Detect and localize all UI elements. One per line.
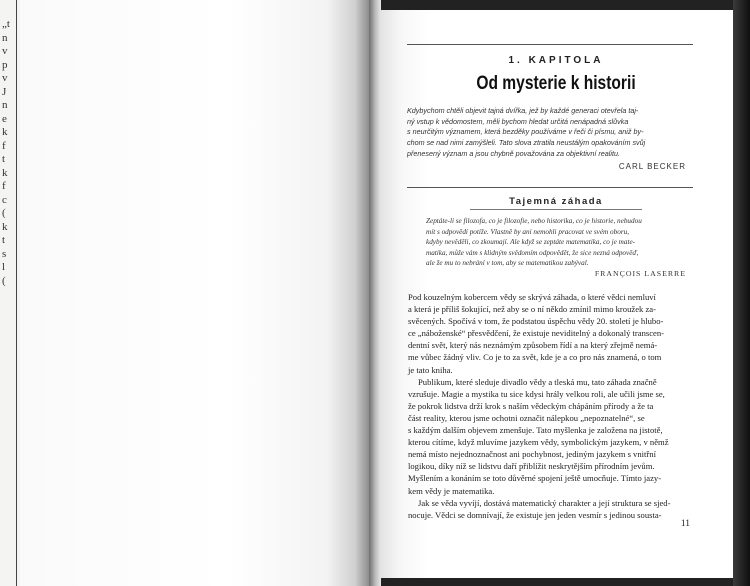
body-line: nocuje. Vědci se domnívají, že existuje jen jeden vesmír s jedinou sousta- [408,509,662,520]
edge-glyph: t [2,234,6,246]
edge-glyph: c [2,193,7,206]
previous-page-edge [0,0,20,586]
edge-glyph: p [2,58,8,71]
section-title: Tajemná záhada [509,196,603,207]
edge-glyph: k [2,126,8,138]
body-line: Pod kouzelným kobercem vědy se skrývá záhada, o které vědci nemluví [408,292,656,302]
book-gutter [369,0,381,586]
edge-glyph: k [2,220,8,233]
edge-glyph: n [2,31,8,44]
body-line: Myšlením a konáním se toto důvěrné spojení ještě umocňuje. Tímto jazy- [408,473,662,484]
edge-glyph: t [2,153,6,165]
epigraph-author-laserre: FRANÇOIS LASERRE [594,269,686,278]
body-line: me vůbec žádný vliv. Co je to za svět, kde je a co pro nás znamená, o tom [408,352,662,363]
epigraph-line: Kdybychom chtěli objevit tajná dvířka, jež by každé generaci otevřela taj- [407,106,639,115]
epigraph-line: přenesený význam a jsou chybně považována za objektivní realitu. [407,148,620,158]
body-line: část reality, kterou jsme ochotni označit nálepkou „nepoznatelné“, se [408,412,645,423]
edge-glyph: f [2,180,6,192]
left-page-blank [20,0,369,586]
edge-glyph: ( [2,207,6,219]
edge-glyph: s [2,247,7,260]
epigraph-line: ale že mu to nebrání v tom, aby se matematikou zabýval. [426,259,589,268]
body-line: ce „náboženské“ přesvědčení, že existuje neviditelný a dokonalý transcen- [408,328,665,339]
epigraph-line: ný vstup k vědomostem, měli bychom hledat určitá nenápadná slůvka [407,116,629,126]
edge-glyph: e [2,112,7,125]
epigraph-line: matika, může vám s klidným svědomím odpovědět, že sice nezná odpověď, [426,248,639,257]
epigraph-line: chom se nad nimi zamýšleli. Tato slova ztratila neustálým opakováním svůj [407,138,646,148]
body-line: dentní svět, který nás neznámým způsobem řídí a na který zřejmě nemá- [408,340,658,351]
edge-glyph: ( [2,274,6,287]
edge-glyph: v [2,72,8,84]
body-line: a která je příliš šokující, než aby se o ní někdo zmínil mimo kroužek za- [408,304,656,315]
body-line: svěcených. Spočívá v tom, že podstatou úspěchu vědy 20. století je hlubo- [408,316,664,327]
chapter-title: Od mysterie k historii [476,73,636,94]
edge-glyph: k [2,166,8,179]
body-line: Publikum, které sleduje divadlo vědy a tleská mu, tato záhada značně [418,376,657,387]
epigraph-line: kdyby nevěděli, co zkoumají. Ale když se zeptáte matematika, co je mate- [426,238,636,247]
epigraph-line: s neurčitým významem, která bezděky používáme v řeči či písmu, aniž by- [407,127,644,137]
edge-rule [16,0,17,586]
body-line: vzrušuje. Magie a mystika tu sice kdysi hrály velkou roli, ale učili jsme se, [408,388,665,399]
section-underline [470,209,642,210]
epigraph-line: mít s odpovědí potíže. Vlastně by ani nemohli pracovat ve svém oboru, [426,227,630,236]
edge-glyph: v [2,45,8,57]
body-line: že pokrok lidstva drží krok s naším vědeckým chápáním přírody a že ta [408,400,654,411]
body-line: kem vědy je matematika. [408,485,495,496]
body-line: logikou, díky níž se lidstvu daří přiblížit neskrytějším přírodním jevům. [408,461,655,472]
edge-glyph: „t [2,18,10,30]
edge-glyph: l [2,261,6,273]
edge-glyph: f [2,139,6,152]
body-line: je tato kniha. [408,364,453,375]
body-text [408,291,692,521]
edge-glyph: n [2,99,8,111]
body-line: nemá místo nejednoznačnost ani pochybnost, jediným jazykem s vnitřní [408,449,656,460]
section-top-rule [407,187,693,188]
page-number: 11 [680,519,690,529]
edge-glyph: J [2,85,7,98]
body-line: s každým dalším objevem zmenšuje. Tato myšlenka je založena na jistotě, [408,425,663,436]
page-shadow-edge [733,0,750,586]
epigraph-becker [407,106,693,160]
epigraph-laserre [426,216,686,269]
body-line: Jak se věda vyvíjí, dostává matematický charakter a její struktura se sjed- [418,497,671,508]
chapter-top-rule [407,44,693,45]
chapter-label: 1. KAPITOLA [508,55,604,66]
edge-glyphs [2,18,14,288]
epigraph-line: Zeptáte-li se filozofa, co je filozofie, nebo historika, co je historie, nebudou [426,217,642,225]
epigraph-author-becker: CARL BECKER [618,162,686,171]
body-line: kterou cítíme, když mluvíme jazykem vědy, symbolickým jazykem, v němž [408,437,669,448]
